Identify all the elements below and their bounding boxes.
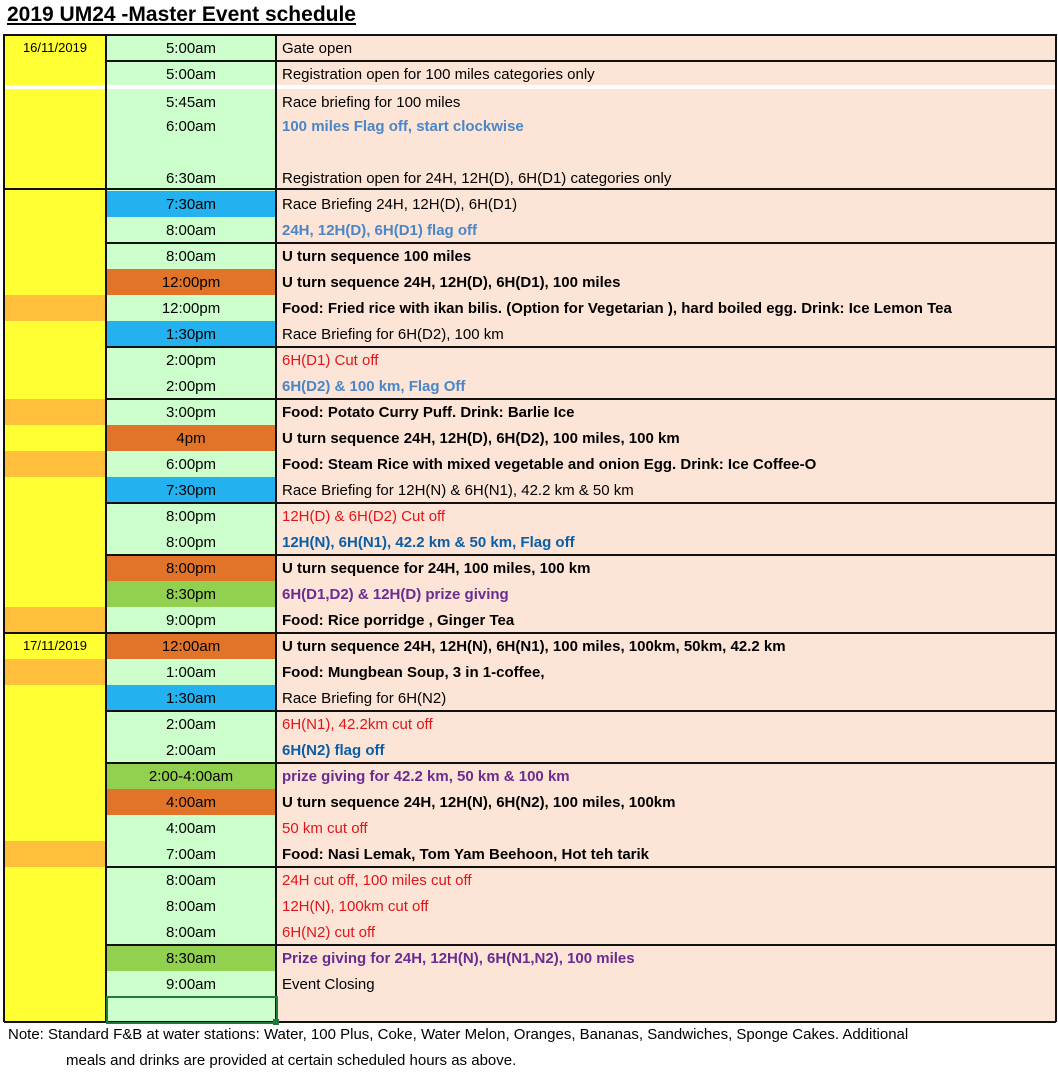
date-cell[interactable] [4,503,106,529]
group-divider [106,398,1056,400]
event-cell[interactable]: Race briefing for 100 miles [276,89,1056,113]
time-cell[interactable]: 2:00am [106,711,276,737]
group-divider [106,502,1056,504]
event-cell[interactable]: Food: Rice porridge , Ginger Tea [276,607,1056,633]
time-cell[interactable]: 1:30pm [106,321,276,347]
date-cell[interactable] [4,763,106,789]
group-divider [106,632,1056,634]
event-cell[interactable]: Food: Fried rice with ikan bilis. (Option for Vegetarian ), hard boiled egg. Drink: Ice Lemon Tea [276,295,1056,321]
date-cell[interactable] [4,789,106,815]
time-cell[interactable]: 5:00am [106,61,276,85]
date-cell[interactable] [4,996,106,1022]
date-cell[interactable] [4,607,106,633]
event-cell[interactable]: U turn sequence 24H, 12H(D), 6H(D2), 100 miles, 100 km [276,425,1056,451]
time-cell[interactable]: 7:30am [106,191,276,217]
time-cell[interactable]: 7:30pm [106,477,276,503]
event-cell[interactable]: 6H(N2) flag off [276,737,1056,763]
date-cell[interactable] [4,711,106,737]
time-cell[interactable]: 9:00am [106,971,276,996]
date-cell[interactable] [4,321,106,347]
table-left-border [3,34,5,1022]
date-cell[interactable] [4,555,106,581]
date-cell[interactable] [4,425,106,451]
group-divider [106,188,1056,190]
group-divider [106,554,1056,556]
group-divider [106,762,1056,764]
event-cell[interactable]: 6H(D1) Cut off [276,347,1056,373]
date-cell[interactable] [4,217,106,243]
group-divider [106,60,1056,62]
event-cell[interactable]: Food: Mungbean Soup, 3 in 1-coffee, [276,659,1056,685]
time-cell[interactable]: 3:00pm [106,399,276,425]
time-cell[interactable]: 2:00am [106,737,276,763]
date-cell[interactable] [4,243,106,269]
event-cell[interactable]: U turn sequence for 24H, 100 miles, 100 km [276,555,1056,581]
date-cell[interactable] [4,347,106,373]
date-divider [4,632,106,634]
column-divider [275,34,277,1022]
event-cell[interactable]: Food: Potato Curry Puff. Drink: Barlie Ice [276,399,1056,425]
date-cell[interactable] [4,815,106,841]
time-cell[interactable]: 6:30am [106,139,276,191]
date-cell[interactable] [4,919,106,945]
time-cell[interactable]: 4pm [106,425,276,451]
time-cell[interactable]: 8:30pm [106,581,276,607]
date-cell[interactable] [4,867,106,893]
time-cell[interactable]: 12:00am [106,633,276,659]
time-cell[interactable]: 12:00pm [106,269,276,295]
date-cell[interactable] [4,893,106,919]
time-cell[interactable]: 6:00am [106,113,276,139]
date-cell[interactable] [4,373,106,399]
event-cell[interactable]: 12H(N), 100km cut off [276,893,1056,919]
event-cell[interactable]: U turn sequence 24H, 12H(D), 6H(D1), 100 miles [276,269,1056,295]
event-cell[interactable]: 6H(N2) cut off [276,919,1056,945]
time-cell[interactable]: 8:00pm [106,529,276,555]
time-cell[interactable]: 1:30am [106,685,276,711]
date-cell[interactable] [4,945,106,971]
date-cell[interactable] [4,269,106,295]
time-cell[interactable]: 2:00pm [106,373,276,399]
event-cell[interactable]: 100 miles Flag off, start clockwise [276,113,1056,139]
selected-cell[interactable] [106,996,278,1024]
time-cell[interactable]: 4:00am [106,789,276,815]
event-cell[interactable]: U turn sequence 24H, 12H(N), 6H(N2), 100 miles, 100km [276,789,1056,815]
date-cell[interactable] [4,477,106,503]
time-cell[interactable]: 8:00am [106,217,276,243]
note-line-2: meals and drinks are provided at certain scheduled hours as above. [66,1052,517,1069]
time-cell[interactable]: 9:00pm [106,607,276,633]
date-cell[interactable] [4,35,106,61]
event-cell[interactable]: 50 km cut off [276,815,1056,841]
group-divider [106,944,1056,946]
time-cell[interactable]: 8:00am [106,243,276,269]
footer-note [4,1022,1056,1074]
date-cell[interactable] [4,451,106,477]
date-cell[interactable] [4,61,106,85]
event-cell[interactable]: 24H cut off, 100 miles cut off [276,867,1056,893]
time-cell[interactable]: 5:00am [106,35,276,61]
date-cell[interactable] [4,581,106,607]
date-cell[interactable] [4,659,106,685]
event-cell[interactable]: 24H, 12H(D), 6H(D1) flag off [276,217,1056,243]
time-cell[interactable]: 1:00am [106,659,276,685]
date-cell[interactable] [4,139,106,191]
event-cell[interactable]: Registration open for 24H, 12H(D), 6H(D1) categories only [276,139,1056,191]
group-divider [106,346,1056,348]
time-cell[interactable]: 2:00pm [106,347,276,373]
event-cell[interactable]: Race Briefing for 6H(D2), 100 km [276,321,1056,347]
date-divider [4,188,106,190]
sheet-title: 2019 UM24 -Master Event schedule [7,3,356,26]
date-cell[interactable] [4,295,106,321]
time-cell[interactable]: 4:00am [106,815,276,841]
group-divider [106,242,1056,244]
time-cell[interactable]: 8:00am [106,867,276,893]
time-cell[interactable]: 5:45am [106,89,276,113]
date-label: 17/11/2019 [22,638,88,653]
event-cell[interactable]: Race Briefing for 6H(N2) [276,685,1056,711]
event-cell[interactable]: 6H(D2) & 100 km, Flag Off [276,373,1056,399]
date-cell[interactable] [4,89,106,113]
event-cell[interactable]: Race Briefing 24H, 12H(D), 6H(D1) [276,191,1056,217]
group-divider [106,710,1056,712]
event-cell[interactable]: 12H(D) & 6H(D2) Cut off [276,503,1056,529]
date-cell[interactable] [4,399,106,425]
event-cell[interactable]: 6H(D1,D2) & 12H(D) prize giving [276,581,1056,607]
event-cell[interactable]: Registration open for 100 miles categories only [276,61,1056,85]
date-cell[interactable] [4,529,106,555]
event-cell[interactable]: Prize giving for 24H, 12H(N), 6H(N1,N2), 100 miles [276,945,1056,971]
table-right-border [1055,34,1057,1022]
event-cell[interactable]: Gate open [276,35,1056,61]
date-cell[interactable] [4,633,106,659]
time-cell[interactable]: 12:00pm [106,295,276,321]
time-cell[interactable]: 8:30am [106,945,276,971]
date-cell[interactable] [4,737,106,763]
table-top-border [4,34,1056,36]
fill-handle[interactable] [273,1019,279,1025]
note-line-1: Note: Standard F&B at water stations: Water, 100 Plus, Coke, Water Melon, Oranges, Bananas, Sandwiches, Sponge Cakes. Additional [8,1026,909,1043]
time-cell[interactable]: 6:00pm [106,451,276,477]
event-cell[interactable] [276,996,1056,1022]
date-cell[interactable] [4,113,106,139]
date-cell[interactable] [4,191,106,217]
event-cell[interactable]: Food: Nasi Lemak, Tom Yam Beehoon, Hot teh tarik [276,841,1056,867]
time-cell[interactable]: 8:00pm [106,555,276,581]
event-cell[interactable]: Food: Steam Rice with mixed vegetable and onion Egg. Drink: Ice Coffee-O [276,451,1056,477]
event-cell[interactable]: Event Closing [276,971,1056,996]
group-divider [106,866,1056,868]
event-cell[interactable]: U turn sequence 100 miles [276,243,1056,269]
column-divider [105,34,107,1022]
date-cell[interactable] [4,971,106,996]
time-cell[interactable]: 8:00am [106,919,276,945]
time-cell[interactable]: 7:00am [106,841,276,867]
date-cell[interactable] [4,685,106,711]
event-cell[interactable]: 6H(N1), 42.2km cut off [276,711,1056,737]
event-cell[interactable]: U turn sequence 24H, 12H(N), 6H(N1), 100 miles, 100km, 50km, 42.2 km [276,633,1056,659]
time-cell[interactable]: 2:00-4:00am [106,763,276,789]
date-cell[interactable] [4,841,106,867]
time-cell[interactable]: 8:00am [106,893,276,919]
event-cell[interactable]: 12H(N), 6H(N1), 42.2 km & 50 km, Flag off [276,529,1056,555]
event-cell[interactable]: prize giving for 42.2 km, 50 km & 100 km [276,763,1056,789]
event-cell[interactable]: Race Briefing for 12H(N) & 6H(N1), 42.2 km & 50 km [276,477,1056,503]
time-cell[interactable]: 8:00pm [106,503,276,529]
date-label: 16/11/2019 [22,40,88,55]
